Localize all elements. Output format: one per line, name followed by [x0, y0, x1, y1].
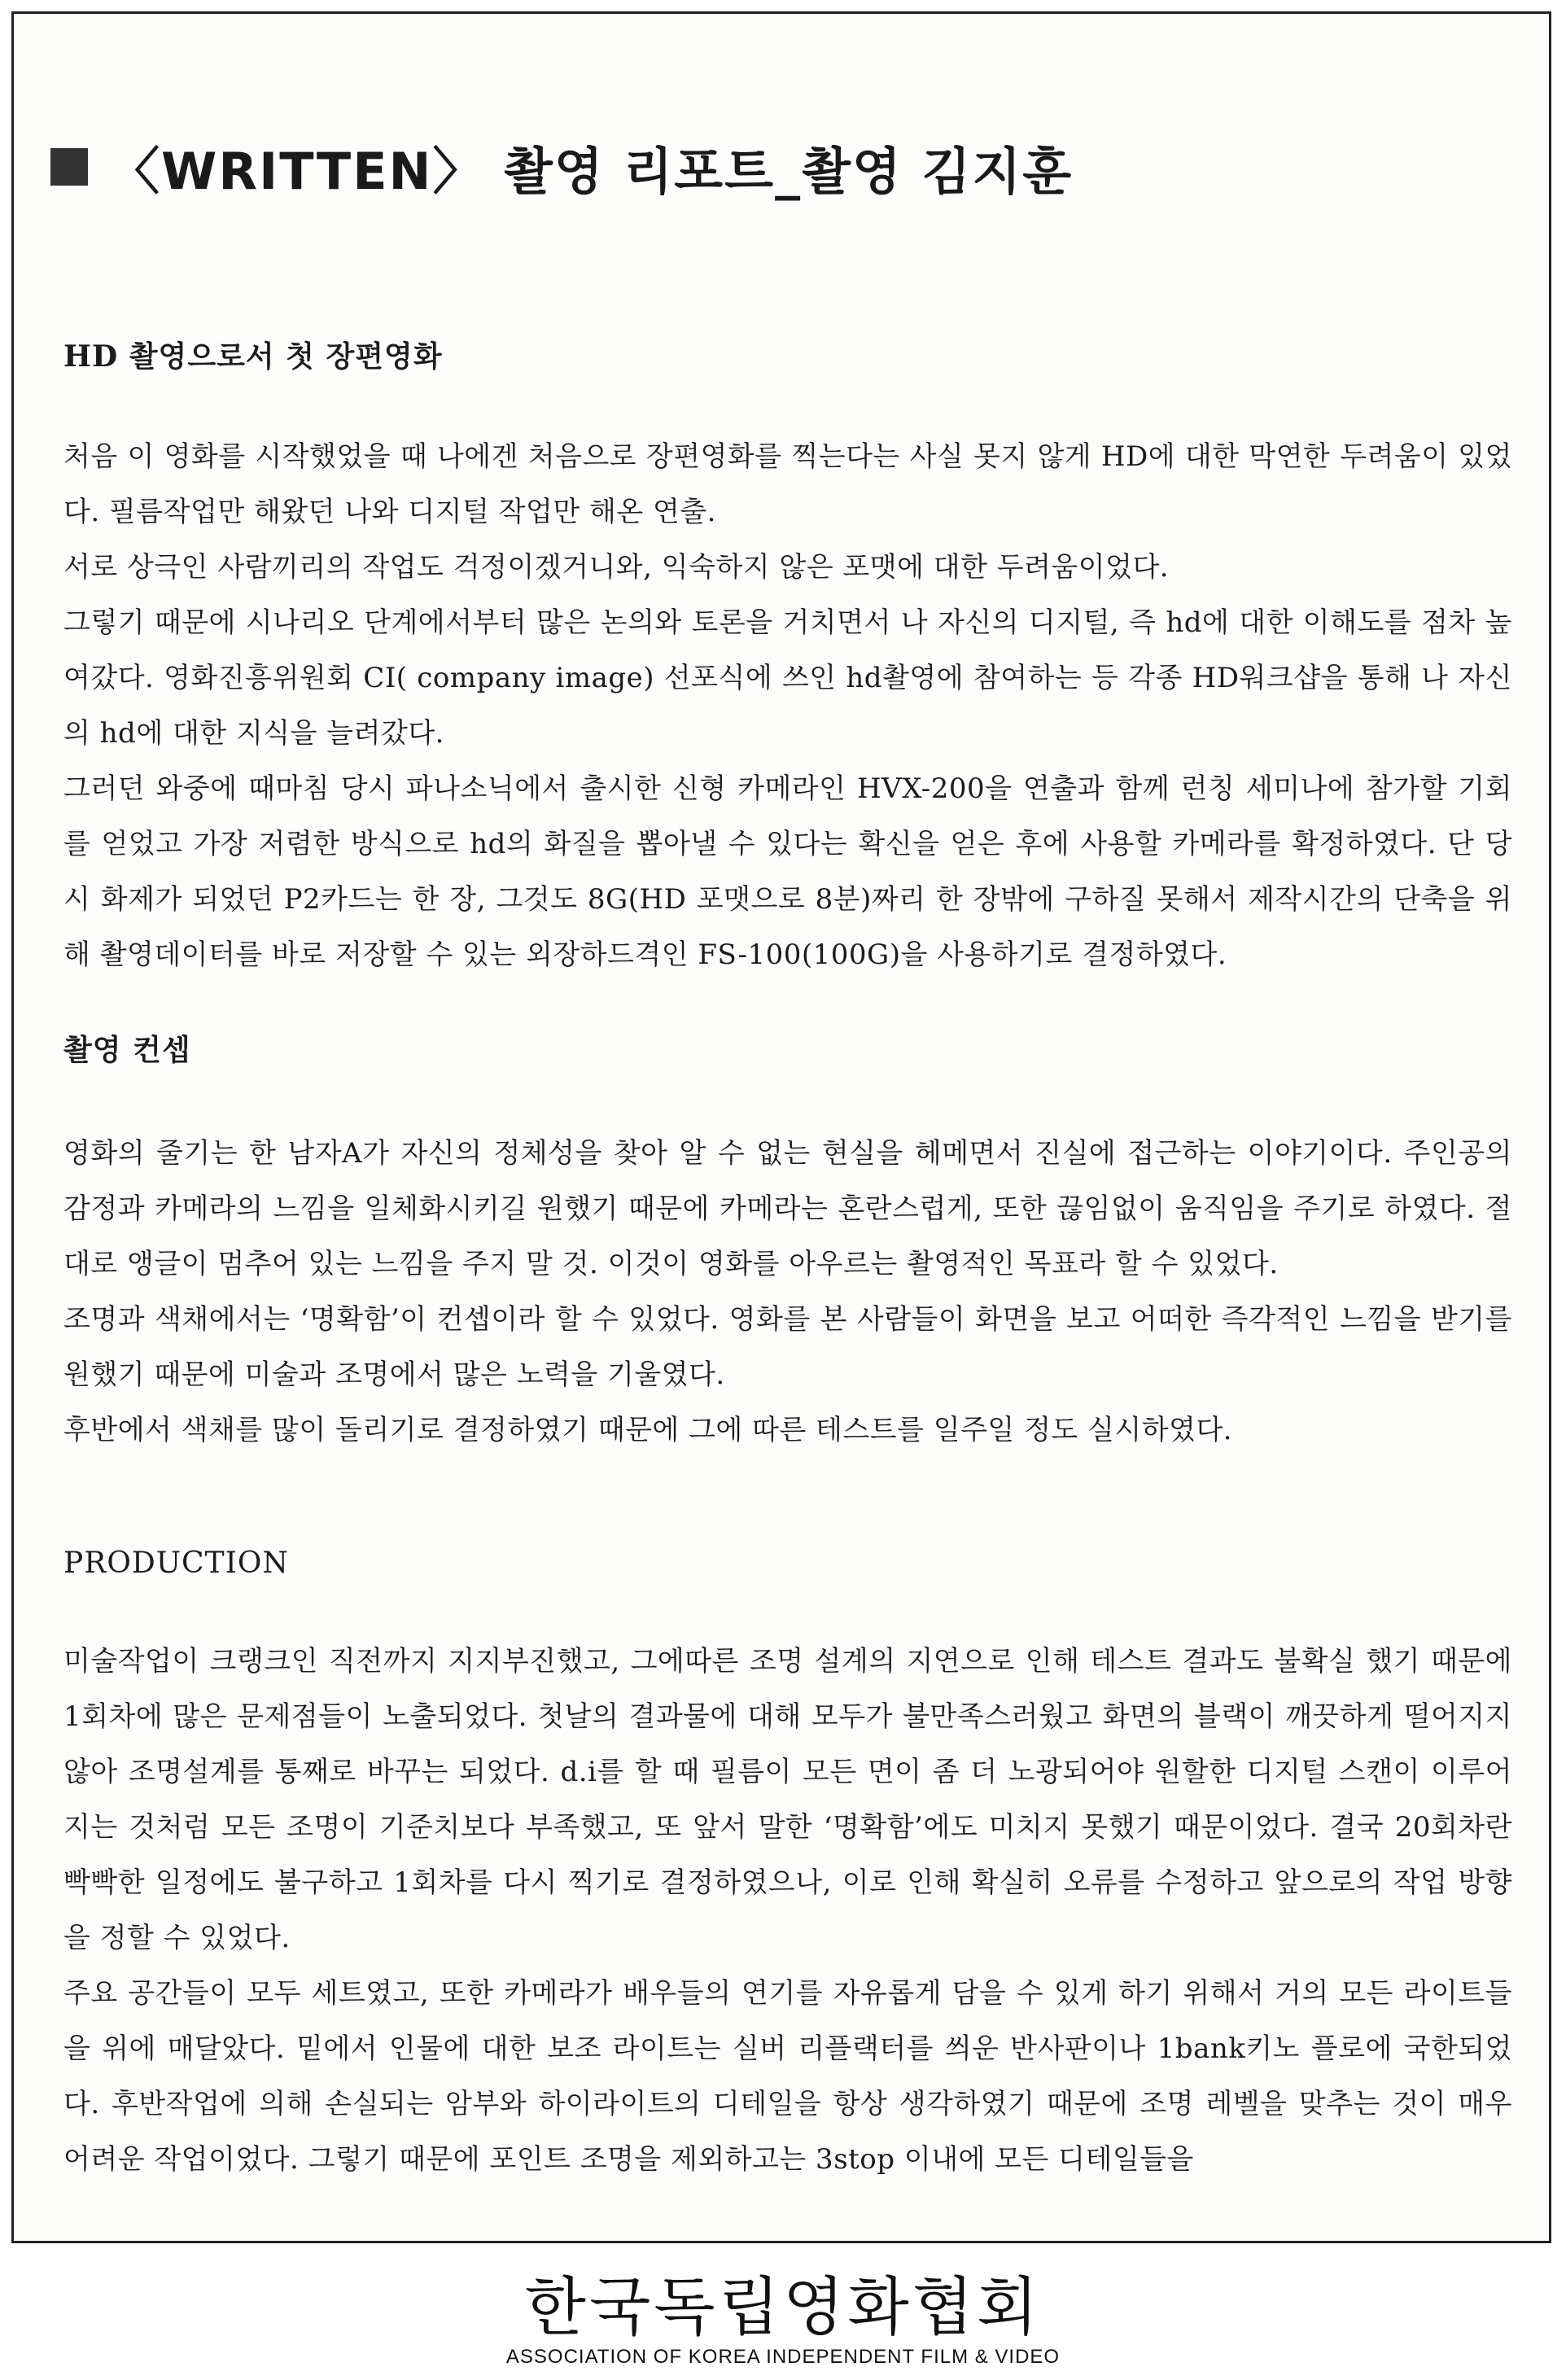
association-logo: 한국독립영화협회 [524, 2271, 1042, 2344]
title-row [50, 130, 1073, 203]
section-heading: PRODUCTION [63, 1547, 289, 1580]
section-hd-first-feature [63, 334, 1512, 982]
paragraph: 주요 공간들이 모두 세트였고, 또한 카메라가 배우들의 연기를 자유롭게 담을 수 있게 하기 위해서 거의 모든 라이트들을 위에 매달았다. 밑에서 인물에 대한 보조 라이트는 실버 리플랙터를 씌운 반사판이나 1bank키노 플로에 국한되었다. 후반작업에 의해 손실되는 암부와 하이라이트의 디테일을 항상 생각하였기 때문에 조명 레벨을 맞추는 것이 매우 어려운 작업이었다. 그렇기 때문에 포인트 조명을 제외하고는 3stop 이내에 모든 디테일들을 [63, 1977, 1512, 2176]
paragraph: 그렇기 때문에 시나리오 단계에서부터 많은 논의와 토론을 거치면서 나 자신의 디지털, 즉 hd에 대한 이해도를 점차 높여갔다. 영화진흥위원회 CI( company image) 선포식에 쓰인 hd촬영에 참여하는 등 각종 HD워크샵을 통해 나 자신의 hd에 대한 지식을 늘려갔다. [63, 606, 1512, 750]
association-subtitle: ASSOCIATION OF KOREA INDEPENDENT FILM & VIDEO [505, 2346, 1061, 2368]
paragraph: 후반에서 색채를 많이 돌리기로 결정하였기 때문에 그에 따른 테스트를 일주일 정도 실시하였다. [63, 1414, 1233, 1446]
page-title: 〈WRITTEN〉 촬영 리포트_촬영 김지훈 [109, 141, 1074, 201]
section-shooting-concept [63, 1027, 1512, 1458]
paragraph: 그러던 와중에 때마침 당시 파나소닉에서 출시한 신형 카메라인 HVX-200을 연출과 함께 런칭 세미나에 참가할 기회를 얻었고 가장 저렴한 방식으로 hd의 화질을 뽑아낼 수 있다는 확신을 얻은 후에 사용할 카메라를 확정하였다. 단 당시 화제가 되었던 P2카드는 한 장, 그것도 8G(HD 포맷으로 8분)짜리 한 장밖에 구하질 못해서 제작시간의 단축을 위해 촬영데이터를 바로 저장할 수 있는 외장하드격인 FS-100(100G)을 사용하기로 결정하였다. [63, 772, 1512, 971]
paragraph: 영화의 줄기는 한 남자A가 자신의 정체성을 찾아 알 수 없는 현실을 헤메면서 진실에 접근하는 이야기이다. 주인공의 감정과 카메라의 느낌을 일체화시키길 원했기 때문에 카메라는 혼란스럽게, 또한 끊임없이 움직임을 주기로 하였다. 절대로 앵글이 멈추어 있는 느낌을 주지 말 것. 이것이 영화를 아우르는 촬영적인 목표라 할 수 있었다. [63, 1137, 1512, 1280]
square-bullet-icon [50, 148, 88, 186]
section-heading: HD 촬영으로서 첫 장편영화 [63, 339, 443, 374]
section-heading: 촬영 컨셉 [63, 1033, 191, 1067]
paragraph: 미술작업이 크랭크인 직전까지 지지부진했고, 그에따른 조명 설계의 지연으로 인해 테스트 결과도 불확실 했기 때문에 1회차에 많은 문제점들이 노출되었다. 첫날의 결과물에 대해 모두가 불만족스러웠고 화면의 블랙이 깨끗하게 떨어지지 않아 조명설계를 통째로 바꾸는 되었다. d.i를 할 때 필름이 모든 면이 좀 더 노광되어야 원할한 디지털 스캔이 이루어지는 것처럼 모든 조명이 기준치보다 부족했고, 또 앞서 말한 ‘명확함’에도 미치지 못했기 때문이었다. 결국 20회차란 빡빡한 일정에도 불구하고 1회차를 다시 찍기로 결정하였으나, 이로 인해 확실히 오류를 수정하고 앞으로의 작업 방향을 정할 수 있었다. [63, 1645, 1512, 1954]
footer [0, 2271, 1566, 2369]
paragraph: 서로 상극인 사람끼리의 작업도 걱정이겠거니와, 익숙하지 않은 포맷에 대한 두려움이었다. [63, 551, 1170, 584]
paragraph: 조명과 색채에서는 ‘명확함’이 컨셉이라 할 수 있었다. 영화를 본 사람들이 화면을 보고 어떠한 즉각적인 느낌을 받기를 원했기 때문에 미술과 조명에서 많은 노력을 기울였다. [63, 1303, 1512, 1391]
paragraph: 처음 이 영화를 시작했었을 때 나에겐 처음으로 장편영화를 찍는다는 사실 못지 않게 HD에 대한 막연한 두려움이 있었다. 필름작업만 해왔던 나와 디지털 작업만 해온 연출. [63, 440, 1512, 528]
section-production [63, 1547, 1512, 2187]
